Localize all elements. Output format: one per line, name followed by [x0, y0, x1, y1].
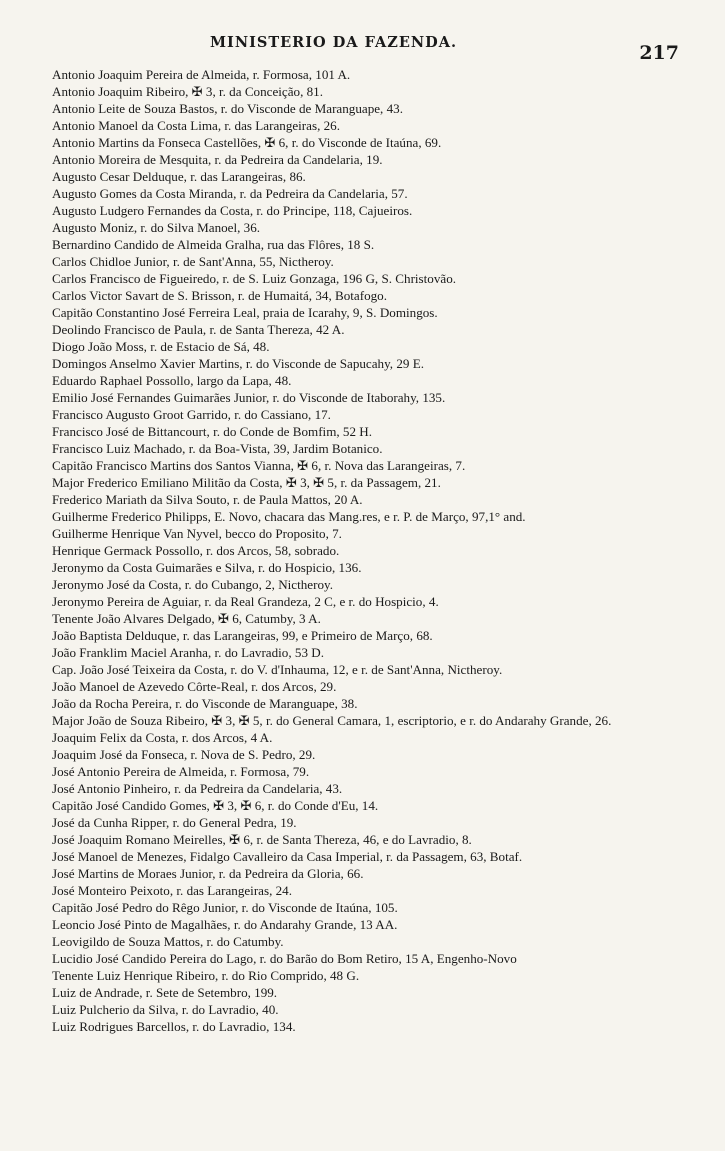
list-item: Deolindo Francisco de Paula, r. de Santa Thereza, 42 A.	[52, 322, 345, 337]
list-item: Emilio José Fernandes Guimarães Junior, r. do Visconde de Itaborahy, 135.	[52, 390, 446, 405]
list-item: Luiz Rodrigues Barcellos, r. do Lavradio, 134.	[52, 1019, 296, 1034]
list-item: Eduardo Raphael Possollo, largo da Lapa, 48.	[52, 373, 292, 388]
list-item: José Antonio Pereira de Almeida, r. Formosa, 79.	[52, 764, 310, 779]
list-item: Lucidio José Candido Pereira do Lago, r. do Barão do Bom Retiro, 15 A, Engenho-Novo	[52, 951, 517, 966]
list-item: Jeronymo da Costa Guimarães e Silva, r. do Hospicio, 136.	[52, 560, 362, 575]
list-item: Carlos Victor Savart de S. Brisson, r. de Humaitá, 34, Botafogo.	[52, 288, 388, 303]
list-item: Luiz de Andrade, r. Sete de Setembro, 199.	[52, 985, 278, 1000]
list-item: Guilherme Frederico Philipps, E. Novo, chacara das Mang.res, e r. P. de Março, 97,1° and.	[52, 509, 526, 524]
list-item: João Baptista Delduque, r. das Larangeiras, 99, e Primeiro de Março, 68.	[52, 628, 433, 643]
list-item: Antonio Manoel da Costa Lima, r. das Larangeiras, 26.	[52, 118, 340, 133]
list-item: Guilherme Henrique Van Nyvel, becco do Proposito, 7.	[52, 526, 342, 541]
list-item: Francisco José de Bittancourt, r. do Conde de Bomfim, 52 H.	[52, 424, 373, 439]
list-item: Leovigildo de Souza Mattos, r. do Catumby.	[52, 934, 284, 949]
list-item: Jeronymo José da Costa, r. do Cubango, 2, Nictheroy.	[52, 577, 333, 592]
list-item: Frederico Mariath da Silva Souto, r. de Paula Mattos, 20 A.	[52, 492, 363, 507]
list-item: José Monteiro Peixoto, r. das Larangeiras, 24.	[52, 883, 293, 898]
list-item: Antonio Martins da Fonseca Castellões, ✠ 6, r. do Visconde de Itaúna, 69.	[52, 135, 442, 150]
list-item: José da Cunha Ripper, r. do General Pedra, 19.	[52, 815, 297, 830]
list-item: Augusto Moniz, r. do Silva Manoel, 36.	[52, 220, 261, 235]
list-item: Capitão Francisco Martins dos Santos Vianna, ✠ 6, r. Nova das Larangeiras, 7.	[52, 458, 466, 473]
list-item: Capitão Constantino José Ferreira Leal, praia de Icarahy, 9, S. Domingos.	[52, 305, 438, 320]
page-header-title: MINISTERIO DA FAZENDA.	[210, 34, 458, 51]
list-item: Augusto Gomes da Costa Miranda, r. da Pedreira da Candelaria, 57.	[52, 186, 408, 201]
list-item: Capitão José Candido Gomes, ✠ 3, ✠ 6, r. do Conde d'Eu, 14.	[52, 798, 379, 813]
list-item: Capitão José Pedro do Rêgo Junior, r. do Visconde de Itaúna, 105.	[52, 900, 398, 915]
list-item: Jeronymo Pereira de Aguiar, r. da Real Grandeza, 2 C, e r. do Hospicio, 4.	[52, 594, 439, 609]
list-item: Cap. João José Teixeira da Costa, r. do V. d'Inhauma, 12, e r. de Sant'Anna, Nictheroy.	[52, 662, 503, 677]
list-item: Carlos Chidloe Junior, r. de Sant'Anna, 55, Nictheroy.	[52, 254, 334, 269]
list-item: José Joaquim Romano Meirelles, ✠ 6, r. de Santa Thereza, 46, e do Lavradio, 8.	[52, 832, 472, 847]
list-item: Diogo João Moss, r. de Estacio de Sá, 48.	[52, 339, 270, 354]
list-item: Tenente João Alvares Delgado, ✠ 6, Catumby, 3 A.	[52, 611, 321, 626]
list-item: Tenente Luiz Henrique Ribeiro, r. do Rio Comprido, 48 G.	[52, 968, 360, 983]
entry-list	[52, 66, 692, 1035]
list-item: João Franklim Maciel Aranha, r. do Lavradio, 53 D.	[52, 645, 324, 660]
list-item: Augusto Ludgero Fernandes da Costa, r. do Principe, 118, Cajueiros.	[52, 203, 413, 218]
list-item: Major João de Souza Ribeiro, ✠ 3, ✠ 5, r. do General Camara, 1, escriptorio, e r. do Andarahy Grande, 26.	[52, 713, 612, 728]
list-item: José Martins de Moraes Junior, r. da Pedreira da Gloria, 66.	[52, 866, 364, 881]
list-item: Carlos Francisco de Figueiredo, r. de S. Luiz Gonzaga, 196 G, S. Christovão.	[52, 271, 457, 286]
list-item: Joaquim José da Fonseca, r. Nova de S. Pedro, 29.	[52, 747, 316, 762]
list-item: Antonio Leite de Souza Bastos, r. do Visconde de Maranguape, 43.	[52, 101, 403, 116]
list-item: Major Frederico Emiliano Militão da Costa, ✠ 3, ✠ 5, r. da Passagem, 21.	[52, 475, 441, 490]
list-item: Francisco Luiz Machado, r. da Boa-Vista, 39, Jardim Botanico.	[52, 441, 383, 456]
page-number: 217	[639, 42, 679, 64]
list-item: Antonio Moreira de Mesquita, r. da Pedreira da Candelaria, 19.	[52, 152, 383, 167]
list-item: João Manoel de Azevedo Côrte-Real, r. dos Arcos, 29.	[52, 679, 337, 694]
list-item: João da Rocha Pereira, r. do Visconde de Maranguape, 38.	[52, 696, 358, 711]
list-item: Francisco Augusto Groot Garrido, r. do Cassiano, 17.	[52, 407, 331, 422]
list-item: Antonio Joaquim Ribeiro, ✠ 3, r. da Conceição, 81.	[52, 84, 323, 99]
list-item: Leoncio José Pinto de Magalhães, r. do Andarahy Grande, 13 AA.	[52, 917, 398, 932]
list-item: José Antonio Pinheiro, r. da Pedreira da Candelaria, 43.	[52, 781, 343, 796]
list-item: José Manoel de Menezes, Fidalgo Cavalleiro da Casa Imperial, r. da Passagem, 63, Botaf.	[52, 849, 523, 864]
list-item: Bernardino Candido de Almeida Gralha, rua das Flôres, 18 S.	[52, 237, 375, 252]
list-item: Domingos Anselmo Xavier Martins, r. do Visconde de Sapucahy, 29 E.	[52, 356, 424, 371]
list-item: Henrique Germack Possollo, r. dos Arcos, 58, sobrado.	[52, 543, 340, 558]
list-item: Antonio Joaquim Pereira de Almeida, r. Formosa, 101 A.	[52, 67, 351, 82]
list-item: Luiz Pulcherio da Silva, r. do Lavradio, 40.	[52, 1002, 279, 1017]
list-item: Joaquim Felix da Costa, r. dos Arcos, 4 A.	[52, 730, 273, 745]
list-item: Augusto Cesar Delduque, r. das Larangeiras, 86.	[52, 169, 306, 184]
